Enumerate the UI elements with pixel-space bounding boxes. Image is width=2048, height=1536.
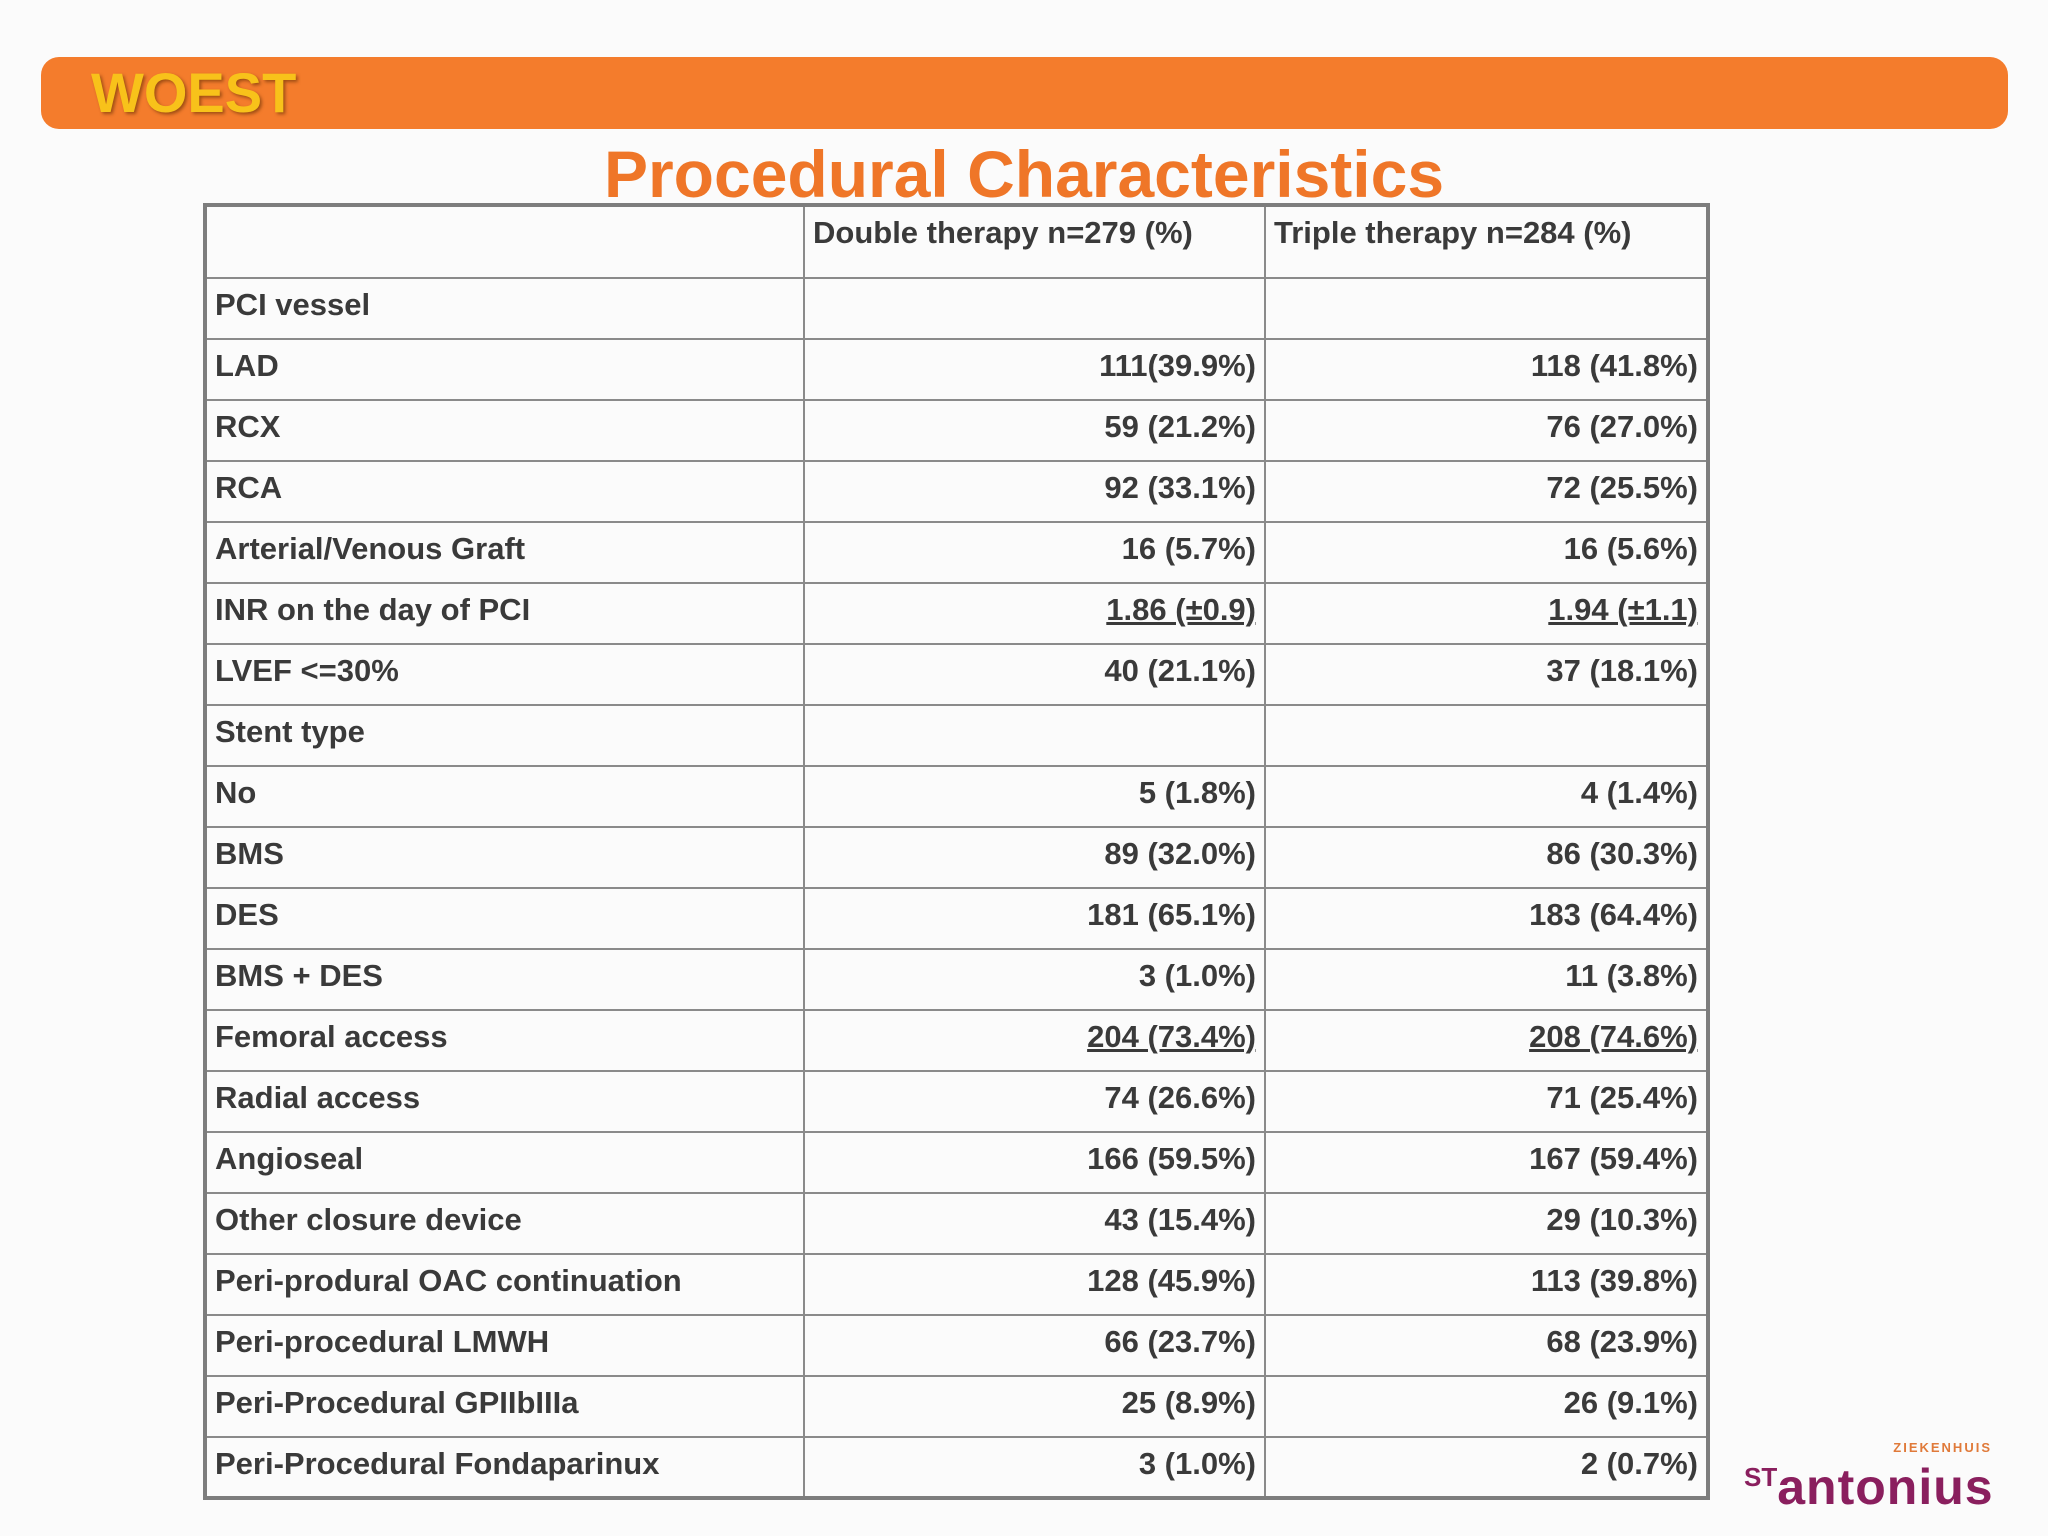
double-therapy-value: 181 (65.1%) xyxy=(804,888,1265,949)
double-therapy-value: 1.86 (±0.9) xyxy=(804,583,1265,644)
table-row xyxy=(205,1010,1708,1071)
column-header-double-therapy: Double therapy n=279 (%) xyxy=(804,205,1265,278)
triple-therapy-value: 26 (9.1%) xyxy=(1265,1376,1708,1437)
row-label: Peri-produral OAC continuation xyxy=(205,1254,804,1315)
table-row xyxy=(205,1254,1708,1315)
row-label: RCX xyxy=(205,400,804,461)
double-therapy-value: 5 (1.8%) xyxy=(804,766,1265,827)
table-row xyxy=(205,583,1708,644)
triple-therapy-value: 208 (74.6%) xyxy=(1265,1010,1708,1071)
double-therapy-value xyxy=(804,278,1265,339)
row-label: Peri-Procedural GPIIbIIIa xyxy=(205,1376,804,1437)
table-row xyxy=(205,1132,1708,1193)
triple-therapy-value: 11 (3.8%) xyxy=(1265,949,1708,1010)
double-therapy-value: 128 (45.9%) xyxy=(804,1254,1265,1315)
header-banner xyxy=(41,57,2008,129)
double-therapy-value: 66 (23.7%) xyxy=(804,1315,1265,1376)
triple-therapy-value: 16 (5.6%) xyxy=(1265,522,1708,583)
row-label: Radial access xyxy=(205,1071,804,1132)
row-label: Stent type xyxy=(205,705,804,766)
table-header-row xyxy=(205,205,1708,278)
triple-therapy-value: 68 (23.9%) xyxy=(1265,1315,1708,1376)
row-label: LAD xyxy=(205,339,804,400)
table-row xyxy=(205,644,1708,705)
double-therapy-value: 92 (33.1%) xyxy=(804,461,1265,522)
triple-therapy-value: 167 (59.4%) xyxy=(1265,1132,1708,1193)
double-therapy-value xyxy=(804,705,1265,766)
triple-therapy-value xyxy=(1265,278,1708,339)
table-row xyxy=(205,461,1708,522)
procedural-characteristics-table xyxy=(203,203,1710,1500)
table-row xyxy=(205,827,1708,888)
banner-title: WOEST xyxy=(91,61,297,124)
double-therapy-value: 59 (21.2%) xyxy=(804,400,1265,461)
logo-prefix: ST xyxy=(1744,1462,1778,1492)
table-row xyxy=(205,766,1708,827)
logo-word: antonius xyxy=(1777,1459,1994,1515)
double-therapy-value: 43 (15.4%) xyxy=(804,1193,1265,1254)
double-therapy-value: 3 (1.0%) xyxy=(804,949,1265,1010)
triple-therapy-value xyxy=(1265,705,1708,766)
logo-wordmark xyxy=(1744,1458,1994,1516)
table-row xyxy=(205,1376,1708,1437)
table-row xyxy=(205,1071,1708,1132)
table-row xyxy=(205,339,1708,400)
triple-therapy-value: 29 (10.3%) xyxy=(1265,1193,1708,1254)
row-label: INR on the day of PCI xyxy=(205,583,804,644)
table-row xyxy=(205,522,1708,583)
table-row xyxy=(205,949,1708,1010)
row-label: LVEF <=30% xyxy=(205,644,804,705)
triple-therapy-value: 4 (1.4%) xyxy=(1265,766,1708,827)
table-row xyxy=(205,888,1708,949)
table-row xyxy=(205,1315,1708,1376)
row-label: Angioseal xyxy=(205,1132,804,1193)
logo-subtitle: ZIEKENHUIS xyxy=(1893,1440,1992,1455)
table-row xyxy=(205,1193,1708,1254)
row-label: Arterial/Venous Graft xyxy=(205,522,804,583)
triple-therapy-value: 76 (27.0%) xyxy=(1265,400,1708,461)
row-label: BMS + DES xyxy=(205,949,804,1010)
row-label: No xyxy=(205,766,804,827)
double-therapy-value: 166 (59.5%) xyxy=(804,1132,1265,1193)
table-row xyxy=(205,278,1708,339)
double-therapy-value: 40 (21.1%) xyxy=(804,644,1265,705)
row-label: DES xyxy=(205,888,804,949)
table-row xyxy=(205,400,1708,461)
table-row xyxy=(205,705,1708,766)
row-label: BMS xyxy=(205,827,804,888)
column-header-triple-therapy: Triple therapy n=284 (%) xyxy=(1265,205,1708,278)
row-label: Peri-Procedural Fondaparinux xyxy=(205,1437,804,1498)
double-therapy-value: 16 (5.7%) xyxy=(804,522,1265,583)
triple-therapy-value: 86 (30.3%) xyxy=(1265,827,1708,888)
table-row xyxy=(205,1437,1708,1498)
double-therapy-value: 111(39.9%) xyxy=(804,339,1265,400)
triple-therapy-value: 113 (39.8%) xyxy=(1265,1254,1708,1315)
double-therapy-value: 74 (26.6%) xyxy=(804,1071,1265,1132)
row-label: Peri-procedural LMWH xyxy=(205,1315,804,1376)
row-label: RCA xyxy=(205,461,804,522)
double-therapy-value: 204 (73.4%) xyxy=(804,1010,1265,1071)
column-header-characteristic xyxy=(205,205,804,278)
double-therapy-value: 25 (8.9%) xyxy=(804,1376,1265,1437)
slide-title: Procedural Characteristics xyxy=(603,137,1445,211)
double-therapy-value: 89 (32.0%) xyxy=(804,827,1265,888)
triple-therapy-value: 72 (25.5%) xyxy=(1265,461,1708,522)
triple-therapy-value: 118 (41.8%) xyxy=(1265,339,1708,400)
triple-therapy-value: 1.94 (±1.1) xyxy=(1265,583,1708,644)
double-therapy-value: 3 (1.0%) xyxy=(804,1437,1265,1498)
triple-therapy-value: 37 (18.1%) xyxy=(1265,644,1708,705)
st-antonius-logo xyxy=(1740,1440,2016,1515)
triple-therapy-value: 71 (25.4%) xyxy=(1265,1071,1708,1132)
triple-therapy-value: 183 (64.4%) xyxy=(1265,888,1708,949)
triple-therapy-value: 2 (0.7%) xyxy=(1265,1437,1708,1498)
row-label: Other closure device xyxy=(205,1193,804,1254)
row-label: PCI vessel xyxy=(205,278,804,339)
row-label: Femoral access xyxy=(205,1010,804,1071)
